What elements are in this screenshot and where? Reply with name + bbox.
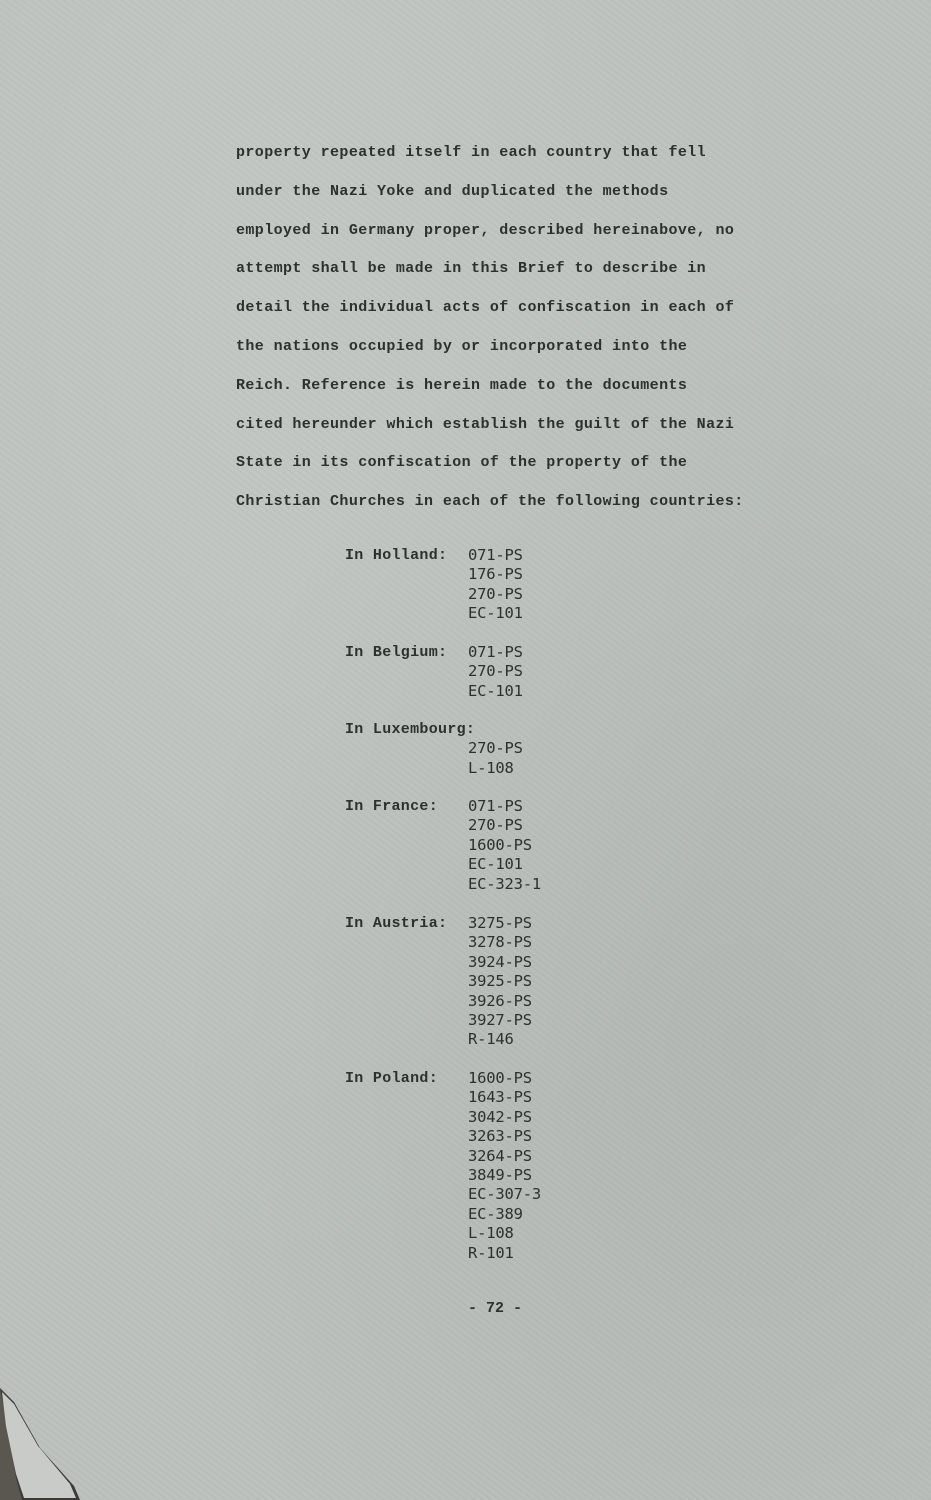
document-code: R-146 [468, 1030, 514, 1049]
document-code: EC-307-3 [468, 1185, 542, 1204]
paragraph-line: State in its confiscation of the property of the [236, 454, 688, 472]
document-code: EC-323-1 [468, 874, 542, 893]
country-label: In Holland: [345, 547, 448, 564]
paragraph-line: employed in Germany proper, described hereinabove, no [236, 221, 735, 239]
document-code-list [468, 1069, 541, 1263]
document-code: EC-101 [468, 681, 523, 700]
document-code: 3924-PS [468, 952, 532, 971]
document-code: 176-PS [468, 565, 523, 584]
document-code: 3925-PS [468, 972, 532, 991]
document-code: 071-PS [468, 546, 523, 564]
document-code: 270-PS [468, 739, 523, 758]
country-label: In Poland: [345, 1070, 439, 1087]
document-code: 3264-PS [468, 1146, 532, 1165]
document-code: 3275-PS [468, 914, 532, 932]
document-code: 3042-PS [468, 1107, 532, 1126]
country-label: In Luxembourg: [345, 721, 476, 738]
document-code: 270-PS [468, 662, 523, 681]
body-paragraph [236, 134, 836, 522]
document-code-list [468, 739, 523, 778]
document-code: 3263-PS [468, 1127, 532, 1146]
document-code: 270-PS [468, 816, 523, 835]
document-code: 071-PS [468, 643, 523, 661]
country-label: In Belgium: [345, 644, 448, 661]
document-code: 071-PS [468, 797, 523, 815]
document-code-list [468, 546, 523, 624]
country-label: In Austria: [345, 915, 448, 932]
document-code: L-108 [468, 758, 514, 777]
paragraph-line: the nations occupied by or incorporated into the [236, 337, 688, 355]
document-code: 3849-PS [468, 1166, 532, 1185]
page-number: - 72 - [468, 1300, 523, 1317]
document-code: R-101 [468, 1243, 514, 1262]
document-code: 270-PS [468, 584, 523, 603]
paragraph-line: Reich. Reference is herein made to the documents [236, 376, 688, 394]
torn-corner [0, 1388, 80, 1500]
document-code: L-108 [468, 1224, 514, 1243]
document-code: 3278-PS [468, 933, 532, 952]
document-code: EC-101 [468, 604, 523, 623]
document-code: 1600-PS [468, 835, 532, 854]
document-code: 3926-PS [468, 991, 532, 1010]
paragraph-line: detail the individual acts of confiscation in each of [236, 299, 735, 317]
country-label: In France: [345, 798, 439, 815]
document-code-list [468, 797, 541, 894]
paragraph-line: attempt shall be made in this Brief to describe in [236, 260, 707, 278]
paragraph-line: Christian Churches in each of the following countries: [236, 493, 744, 511]
document-code: EC-101 [468, 855, 523, 874]
document-code: 1600-PS [468, 1069, 532, 1087]
document-code-list [468, 914, 532, 1050]
document-code-list [468, 643, 523, 701]
document-code: 1643-PS [468, 1088, 532, 1107]
paragraph-line: under the Nazi Yoke and duplicated the methods [236, 182, 669, 200]
paragraph-line: property repeated itself in each country that fell [236, 144, 707, 161]
document-code: 3927-PS [468, 1011, 532, 1030]
paragraph-line: cited hereunder which establish the guilt of the Nazi [236, 415, 735, 433]
document-code: EC-389 [468, 1204, 523, 1223]
